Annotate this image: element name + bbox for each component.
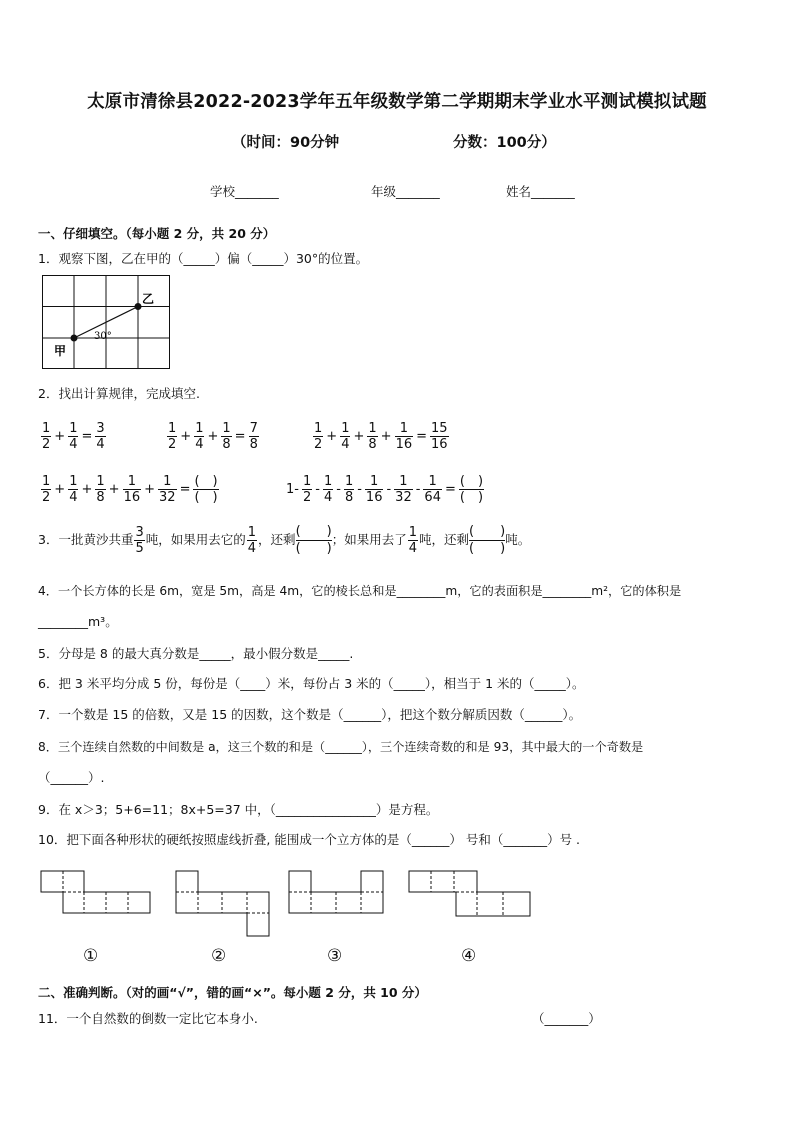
question-1: 1．观察下图，乙在甲的（_____）偏（_____）30°的位置。 — [38, 251, 369, 266]
label-jia: 甲 — [54, 344, 67, 358]
formula-row-1c: $\frac{1}{2}$ + $\frac{1}{4}$ + $\frac{1}{8}$ + $\frac{1}{16}$ = $\frac{15}{16}$ — [314, 421, 448, 452]
question-9: 9．在 x＞3；5+6=11；8x+5=37 中，（________________）是方程。 — [38, 802, 439, 817]
exam-score: 分数：100分） — [453, 135, 556, 151]
formula-row-1b: $\frac{1}{2}$ + $\frac{1}{4}$ + $\frac{1}{8}$ = $\frac{7}{8}$ — [168, 421, 258, 452]
section-1-title: 一、仔细填空。（每小题 2 分，共 20 分） — [38, 226, 276, 241]
question-2: 2．找出计算规律，完成填空. — [38, 386, 200, 401]
cube-net-1 — [41, 871, 150, 913]
question-8-line-2: （______）. — [38, 770, 105, 785]
net-label-3: ③ — [327, 946, 343, 966]
answer-blank-fraction[interactable]: ( ) ( ) — [295, 524, 332, 556]
label-yi: 乙 — [142, 292, 155, 306]
formula-row-1a: $\frac{1}{2}$ + $\frac{1}{4}$ = $\frac{3}{4}$ — [42, 421, 105, 452]
cube-net-3 — [289, 871, 383, 913]
grid-diagram — [42, 275, 172, 371]
question-7: 7．一个数是 15 的倍数，又是 15 的因数，这个数是（______），把这个数分解质因数（______）。 — [38, 707, 582, 722]
question-10: 10．把下面各种形状的硬纸按照虚线折叠, 能围成一个立方体的是（______） 号和（_______）号 . — [38, 832, 581, 847]
net-label-4: ④ — [461, 946, 477, 966]
question-4-line-1: 4．一个长方体的长是 6m，宽是 5m，高是 4m，它的棱长总和是________m，它的表面积是________m²，它的体积是 — [38, 584, 682, 598]
net-label-1: ① — [83, 946, 99, 966]
question-5: 5．分母是 8 的最大真分数是_____，最小假分数是_____. — [38, 646, 354, 661]
question-8-line-1: 8．三个连续自然数的中间数是 a，这三个数的和是（______），三个连续奇数的和是 93，其中最大的一个奇数是 — [38, 740, 644, 754]
answer-blank[interactable]: （_______） — [532, 1011, 601, 1026]
cube-net-4 — [409, 871, 530, 916]
cube-net-2 — [176, 871, 269, 936]
answer-blank-fraction[interactable]: ( ) ( ) — [469, 524, 506, 556]
question-6: 6．把 3 米平均分成 5 份，每份是（____）米，每份占 3 米的（_____），相当于 1 米的（_____）。 — [38, 676, 585, 691]
cube-nets-diagram — [40, 870, 540, 940]
section-2-title: 二、准确判断。（对的画“√”，错的画“×”。每小题 2 分，共 10 分） — [38, 985, 427, 1000]
question-3: 3．一批黄沙共重 $\frac{3}{5}$ 吨，如果用去它的 $\frac{1}{4}$ ，还剩 ( ) ( ) ；如果用去了 $\frac{1}{4}$ 吨，还剩 ( ) ( ) 吨。 — [38, 524, 531, 556]
question-11: 11．一个自然数的倒数一定比它本身小. — [38, 1011, 258, 1026]
exam-time: （时间：90分钟 — [232, 135, 340, 151]
point-yi — [135, 303, 142, 310]
exam-title: 太原市清徐县2022-2023学年五年级数学第二学期期末学业水平测试模拟试题 — [87, 92, 707, 112]
question-4-line-2: ________m³。 — [38, 614, 118, 629]
point-jia — [71, 335, 78, 342]
school-field[interactable]: 学校_______ — [210, 184, 279, 199]
formula-row-2a: $\frac{1}{2}$ + $\frac{1}{4}$ + $\frac{1}{8}$ + $\frac{1}{16}$ + $\frac{1}{32}$ = $\frac{( )}{( )}$ — [42, 474, 218, 505]
answer-blank-fraction[interactable]: $\frac{( )}{( )}$ — [459, 474, 484, 505]
formula-row-2b: 1- $\frac{1}{2}$ - $\frac{1}{4}$ - $\frac{1}{8}$ - $\frac{1}{16}$ - $\frac{1}{32}$ - $\frac{1}{64}$ = $\frac{( )}{( )}$ — [286, 474, 484, 505]
grade-field[interactable]: 年级_______ — [371, 184, 440, 199]
angle-label: 30° — [94, 331, 112, 342]
name-field[interactable]: 姓名_______ — [506, 184, 575, 199]
answer-blank-fraction[interactable]: $\frac{( )}{( )}$ — [194, 474, 218, 505]
net-label-2: ② — [211, 946, 227, 966]
